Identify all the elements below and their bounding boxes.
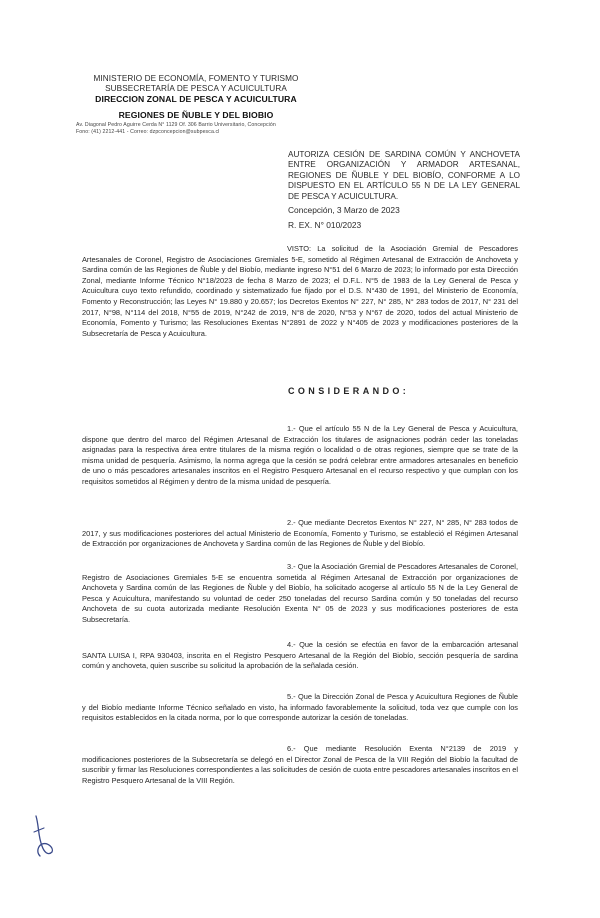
letterhead	[66, 74, 326, 136]
considerando-paragraph-5: 5.- Que la Dirección Zonal de Pesca y Acuicultura Regiones de Ñuble y del Biobío mediante Informe Técnico señalado en visto, ha informado favorablemente la solicitud, toda vez que cumple con los requisitos establecidos en la citada norma, por lo que corresponde autorizar la cesión de toneladas.	[82, 692, 518, 723]
handwritten-initial-icon	[30, 812, 56, 860]
resolution-title: AUTORIZA CESIÓN DE SARDINA COMÚN Y ANCHOVETA ENTRE ORGANIZACIÓN Y ARMADOR ARTESANAL, REGIONES DE ÑUBLE Y DEL BIOBÍO, CONFORME A LO DISPUESTO EN EL ARTÍCULO 55 N DE LA LEY GENERAL DE PESCA Y ACUICULTURA.	[288, 150, 520, 201]
zonal-direction-name: DIRECCION ZONAL DE PESCA Y ACUICULTURA	[95, 94, 297, 104]
considerando-paragraph-1: 1.- Que el artículo 55 N de la Ley General de Pesca y Acuicultura, dispone que dentro del marco del Régimen Artesanal de Extracción los titulares de asignaciones podrán ceder las toneladas asignadas para la respectiva área entre titulares de la misma región o localidad o de otras regiones, siempre que se trate de la misma unidad de pesquería. Asimismo, la norma agrega que la cesión se podrá celebrar entre armadores artesanales en beneficio de uno o más pescadores artesanales inscritos en el Registro Pesquero Artesanal en el recurso respectivo y que cumplan con los requisitos sometidos al Régimen y dentro de la misma unidad de pesquería.	[82, 424, 518, 486]
considerando-paragraph-2: 2.- Que mediante Decretos Exentos N° 227, N° 285, N° 283 todos de 2017, y sus modificaciones posteriores del actual Ministerio de Economía, Fomento y Turismo, se estableció el Régimen Artesanal de Extracción por organizaciones de Anchoveta y Sardina común de las Regiones de Ñuble y del Biobío.	[82, 518, 518, 549]
address-line-2: Fono: (41) 2212-441 - Correo: dzpconcepcion@subpesca.cl	[76, 129, 220, 135]
resolution-date: Concepción, 3 Marzo de 2023	[288, 205, 400, 215]
considerando-paragraph-4: 4.- Que la cesión se efectúa en favor de la embarcación artesanal SANTA LUISA I, RPA 930403, inscrita en el Registro Pesquero Artesanal de la Región del Biobío, sección pesquería de sardina común y anchoveta, quien suscribe su solicitud la aprobación de la señalada cesión.	[82, 640, 518, 671]
resolution-number: R. EX. N° 010/2023	[288, 220, 362, 230]
considerando-paragraph-6: 6.- Que mediante Resolución Exenta N°2139 de 2019 y modificaciones posteriores de la Subsecretaría se delegó en el Director Zonal de Pesca de la VIII Región del Biobío la facultad de suscribir y firmar las Resoluciones correspondientes a las solicitudes de cesión de cuota entre pescadores artesanales inscritos en el Registro Pesquero Artesanal de la VIII Región.	[82, 744, 518, 785]
regions-name: REGIONES DE ÑUBLE Y DEL BIOBIO	[118, 110, 274, 120]
ministry-name: MINISTERIO DE ECONOMÍA, FOMENTO Y TURISMO	[93, 74, 299, 83]
address-line-1: Av. Diagonal Pedro Aguirre Cerda N° 1129 Of. 306 Barrio Universitario, Concepción	[76, 122, 276, 128]
undersecretary-name: SUBSECRETARÍA DE PESCA Y ACUICULTURA	[105, 84, 287, 93]
considerando-paragraph-3: 3.- Que la Asociación Gremial de Pescadores Artesanales de Coronel, Registro de Asociaciones Gremiales 5-E se encuentra sometida al Régimen Artesanal de Extracción por organizaciones de Anchoveta y Sardina común de las Regiones de Ñuble y del Biobío, ha solicitado acogerse al artículo 55 N de la Ley General de Pesca y Acuicultura, manifestando su voluntad de ceder 250 toneladas del recurso Sardina común y 50 toneladas del recurso Anchoveta de su cuota autorizada mediante Resolución Exenta N° 05 de 2023 y sus modificaciones posteriores de esta Subsecretaría.	[82, 562, 518, 624]
considerando-heading: CONSIDERANDO:	[288, 386, 410, 396]
visto-paragraph: VISTO: La solicitud de la Asociación Gremial de Pescadores Artesanales de Coronel, Registro de Asociaciones Gremiales 5-E, sometido al Régimen Artesanal de Extracción de Anchoveta y Sardina común de las Regiones de Ñuble y del Biobío, mediante ingreso N°51 del 6 Marzo de 2023; lo informado por esta Dirección Zonal, mediante Informe Técnico N°18/2023 de fecha 8 Marzo de 2023; el D.F.L. N°5 de 1983 de la Ley General de Pesca y Acuicultura cuyo texto refundido, coordinado y sistematizado fue fijado por el D.S. N°430 de 1991, del Ministerio de Economía, Fomento y Reconstrucción; las Leyes N° 19.880 y 20.657; los Decretos Exentos N° 227, N° 285, N° 283 todos de 2017, N° 231 del 2017, N°98, N°114 del 2018, N°55 de 2019, N°242 de 2019, N°8 de 2020, N°53 y N°67 de 2020, todos del actual Ministerio de Economía, Fomento y Turismo; las Resoluciones Exentas N°2891 de 2022 y N°405 de 2023 y modificaciones posteriores de la Subsecretaría de Pesca y Acuicultura.	[82, 244, 518, 338]
